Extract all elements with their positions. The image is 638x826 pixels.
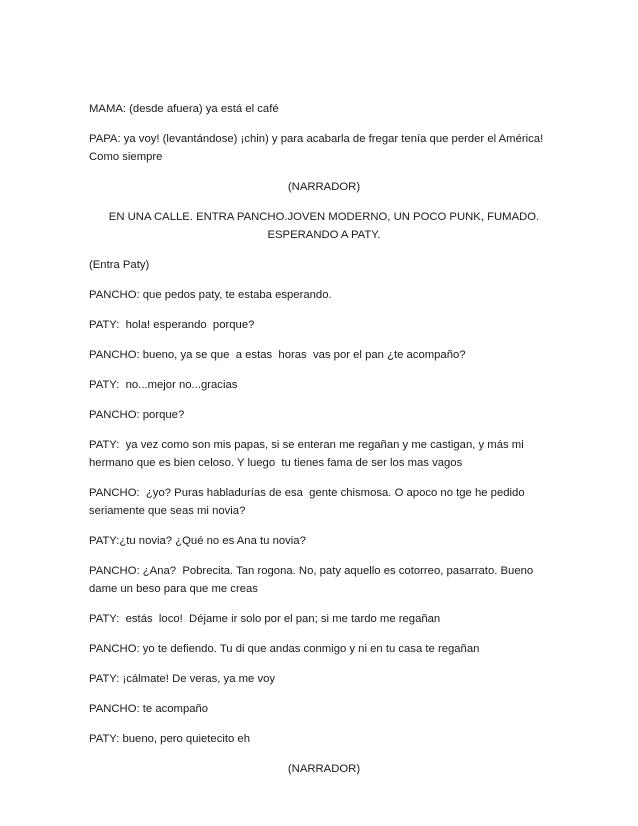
dialogue-line: PATY: no...mejor no...gracias bbox=[89, 379, 238, 391]
dialogue-line: PATY: bueno, pero quietecito eh bbox=[89, 733, 250, 745]
dialogue-line: PANCHO: te acompaño bbox=[89, 703, 209, 715]
dialogue-line: PANCHO: ¿yo? Puras habladurías de esa gente chismosa. O apoco no tge he pedido seriamente que seas mi novia? bbox=[89, 487, 525, 517]
dialogue-line: PANCHO: que pedos paty, te estaba esperando. bbox=[89, 289, 332, 301]
dialogue-line: PATY: ¡cálmate! De veras, ya me voy bbox=[89, 673, 276, 685]
dialogue-line: PATY: ya vez como son mis papas, si se enteran me regañan y me castigan, y más mi hermano que es bien celoso. Y luego tu tienes fama de ser los mas vagos bbox=[89, 439, 524, 469]
narrator-heading-2: (NARRADOR) bbox=[287, 763, 361, 775]
script-body bbox=[89, 100, 559, 790]
stage-direction-entrance: (Entra Paty) bbox=[89, 259, 150, 271]
dialogue-line: PATY: hola! esperando porque? bbox=[89, 319, 255, 331]
dialogue-line: PATY: estás loco! Déjame ir solo por el pan; si me tardo me regañan bbox=[89, 613, 441, 625]
stage-direction-scene: EN UNA CALLE. ENTRA PANCHO.JOVEN MODERNO, UN POCO PUNK, FUMADO. ESPERANDO A PATY. bbox=[108, 211, 540, 241]
narrator-heading-1: (NARRADOR) bbox=[287, 181, 361, 193]
dialogue-papa: PAPA: ya voy! (levantándose) ¡chin) y para acabarla de fregar tenía que perder el América! Como siempre bbox=[89, 133, 544, 163]
dialogue-mama: MAMA: (desde afuera) ya está el café bbox=[89, 103, 279, 115]
dialogue-line: PANCHO: ¿Ana? Pobrecita. Tan rogona. No, paty aquello es cotorreo, pasarrato. Bueno dame un beso para que me creas bbox=[89, 565, 534, 595]
dialogue-line: PANCHO: yo te defiendo. Tu di que andas conmigo y ni en tu casa te regañan bbox=[89, 643, 480, 655]
dialogue-line: PANCHO: bueno, ya se que a estas horas vas por el pan ¿te acompaño? bbox=[89, 349, 466, 361]
dialogue-line: PANCHO: porque? bbox=[89, 409, 185, 421]
dialogue-line: PATY:¿tu novia? ¿Qué no es Ana tu novia? bbox=[89, 535, 306, 547]
